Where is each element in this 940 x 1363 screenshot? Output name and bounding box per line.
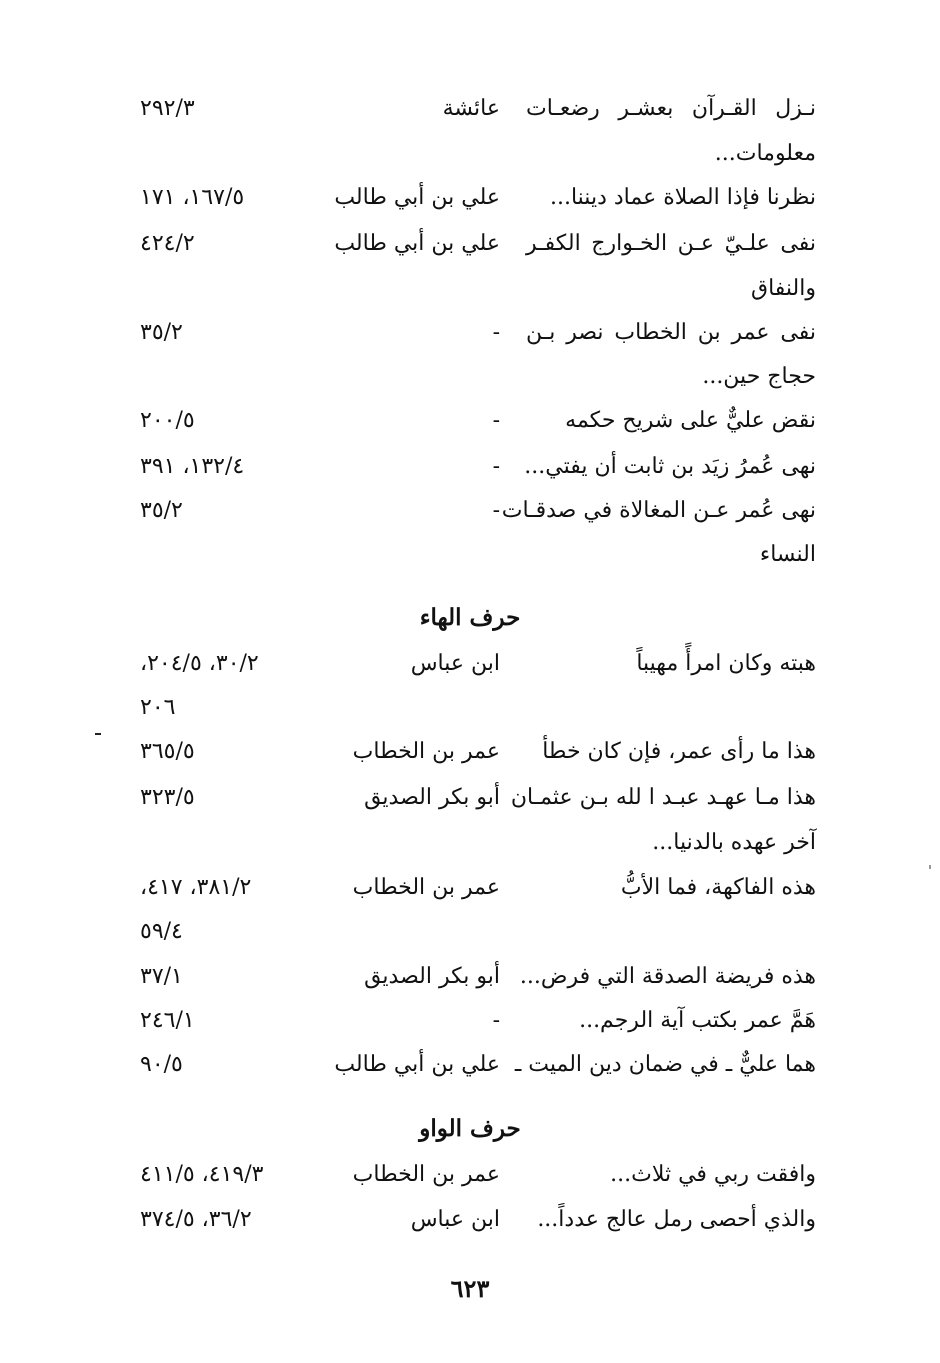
index-entry (0, 865, 940, 911)
index-entry-continuation (0, 909, 940, 955)
entry-narrator: - (492, 320, 500, 345)
entry-text: نفى علـيّ عـن الخـوارج الكفـر (526, 231, 816, 256)
index-entry (0, 775, 940, 821)
index-entry-continuation (0, 532, 940, 578)
index-entry-continuation (0, 685, 940, 731)
entry-narrator: علي بن أبي طالب (334, 1052, 500, 1077)
entry-text-continuation: النساء (759, 542, 816, 567)
index-entry (0, 444, 940, 490)
entry-reference-continuation: ٢٠٦ (140, 695, 176, 720)
index-entry (0, 1042, 940, 1088)
entry-narrator: - (492, 1008, 500, 1033)
entry-narrator: ابن عباس (410, 651, 500, 676)
entry-reference: ٣٦/٢، ٣٧٤/٥ (140, 1207, 252, 1232)
section-heading-haa: حرف الهاء (419, 604, 521, 631)
entry-text: نهى عُمرُ زيَد بن ثابت أن يفتي... (524, 454, 816, 479)
entry-text-continuation: معلومات... (714, 141, 816, 166)
entry-text: هما عليٌّ ـ في ضمان دين الميت ـ (514, 1052, 816, 1077)
entry-narrator: علي بن أبي طالب (334, 185, 500, 210)
entry-reference: ٢٩٢/٣ (140, 96, 195, 121)
index-entry (0, 175, 940, 221)
entry-text: هذا مـا عهـد عبـد ا لله بـن عثمـان (510, 785, 816, 810)
entry-reference: ٤١٩/٣، ٤١١/٥ (140, 1162, 264, 1187)
entry-text-continuation: والنفاق (751, 276, 816, 301)
index-entry (0, 488, 940, 534)
scan-mark (95, 733, 101, 735)
entry-narrator: علي بن أبي طالب (334, 231, 500, 256)
entry-text-continuation: آخر عهده بالدنيا... (652, 830, 816, 855)
index-entry-continuation (0, 266, 940, 312)
entry-reference: ١٣٢/٤، ٣٩١ (140, 454, 245, 479)
entry-text: هذه فريضة الصدقة التي فرض... (519, 964, 816, 989)
index-entry (0, 729, 940, 775)
index-entry (0, 398, 940, 444)
index-entry (0, 954, 940, 1000)
entry-text: والذي أحصى رمل عالج عدداً... (537, 1207, 816, 1232)
index-entry (0, 641, 940, 687)
index-entry-continuation (0, 820, 940, 866)
entry-narrator: عمر بن الخطاب (352, 1162, 500, 1187)
entry-text: هذه الفاكهة، فما الأبُّ (620, 875, 816, 900)
entry-text: نفى عمر بن الخطاب نصر بـن (526, 320, 816, 345)
entry-text: نهى عُمر عـن المغالاة في صدقـات (501, 498, 816, 523)
entry-text: هبته وكان امرأً مهيباً (636, 651, 816, 676)
index-entry (0, 1152, 940, 1198)
entry-narrator: أبو بكر الصديق (364, 964, 500, 989)
entry-reference-continuation: ٥٩/٤ (140, 919, 183, 944)
entry-reference: ٩٠/٥ (140, 1052, 183, 1077)
scan-mark (929, 865, 931, 869)
entry-narrator: عمر بن الخطاب (352, 875, 500, 900)
entry-reference: ٢٠٠/٥ (140, 408, 195, 433)
entry-reference: ٢٤٦/١ (140, 1008, 195, 1033)
entry-narrator: - (492, 498, 500, 523)
entry-reference: ٣٢٣/٥ (140, 785, 195, 810)
index-entry (0, 1197, 940, 1243)
index-entry-continuation (0, 131, 940, 177)
page-number: ٦٢٣ (450, 1274, 490, 1303)
entry-reference: ٣٦٥/٥ (140, 739, 195, 764)
entry-reference: ٣٥/٢ (140, 320, 183, 345)
entry-reference: ١٦٧/٥، ١٧١ (140, 185, 245, 210)
entry-reference: ٣٥/٢ (140, 498, 183, 523)
index-entry (0, 310, 940, 356)
entry-narrator: عائشة (442, 96, 500, 121)
section-heading-waw: حرف الواو (419, 1115, 521, 1142)
entry-reference: ٣٧/١ (140, 964, 183, 989)
index-entry (0, 86, 940, 132)
entry-reference: ٤٢٤/٢ (140, 231, 195, 256)
entry-narrator: - (492, 454, 500, 479)
entry-text: نقض عليٌّ على شريح حكمه (565, 408, 816, 433)
entry-text: هَمَّ عمر بكتب آية الرجم... (579, 1008, 816, 1033)
entry-narrator: عمر بن الخطاب (352, 739, 500, 764)
entry-narrator: أبو بكر الصديق (364, 785, 500, 810)
entry-narrator: ابن عباس (410, 1207, 500, 1232)
entry-text: نظرنا فإذا الصلاة عماد ديننا... (549, 185, 816, 210)
entry-text: هذا ما رأى عمر، فإن كان خطأ (542, 739, 816, 764)
index-entry (0, 221, 940, 267)
entry-text-continuation: حجاج حين... (702, 364, 816, 389)
entry-text: نـزل القـرآن بعشـر رضعـات (526, 96, 816, 121)
entry-reference: ٣٠/٢، ٢٠٤/٥، (140, 651, 259, 676)
index-entry-continuation (0, 354, 940, 400)
entry-reference: ٣٨١/٢، ٤١٧، (140, 875, 252, 900)
entry-narrator: - (492, 408, 500, 433)
entry-text: وافقت ربي في ثلاث... (610, 1162, 816, 1187)
index-entry (0, 998, 940, 1044)
